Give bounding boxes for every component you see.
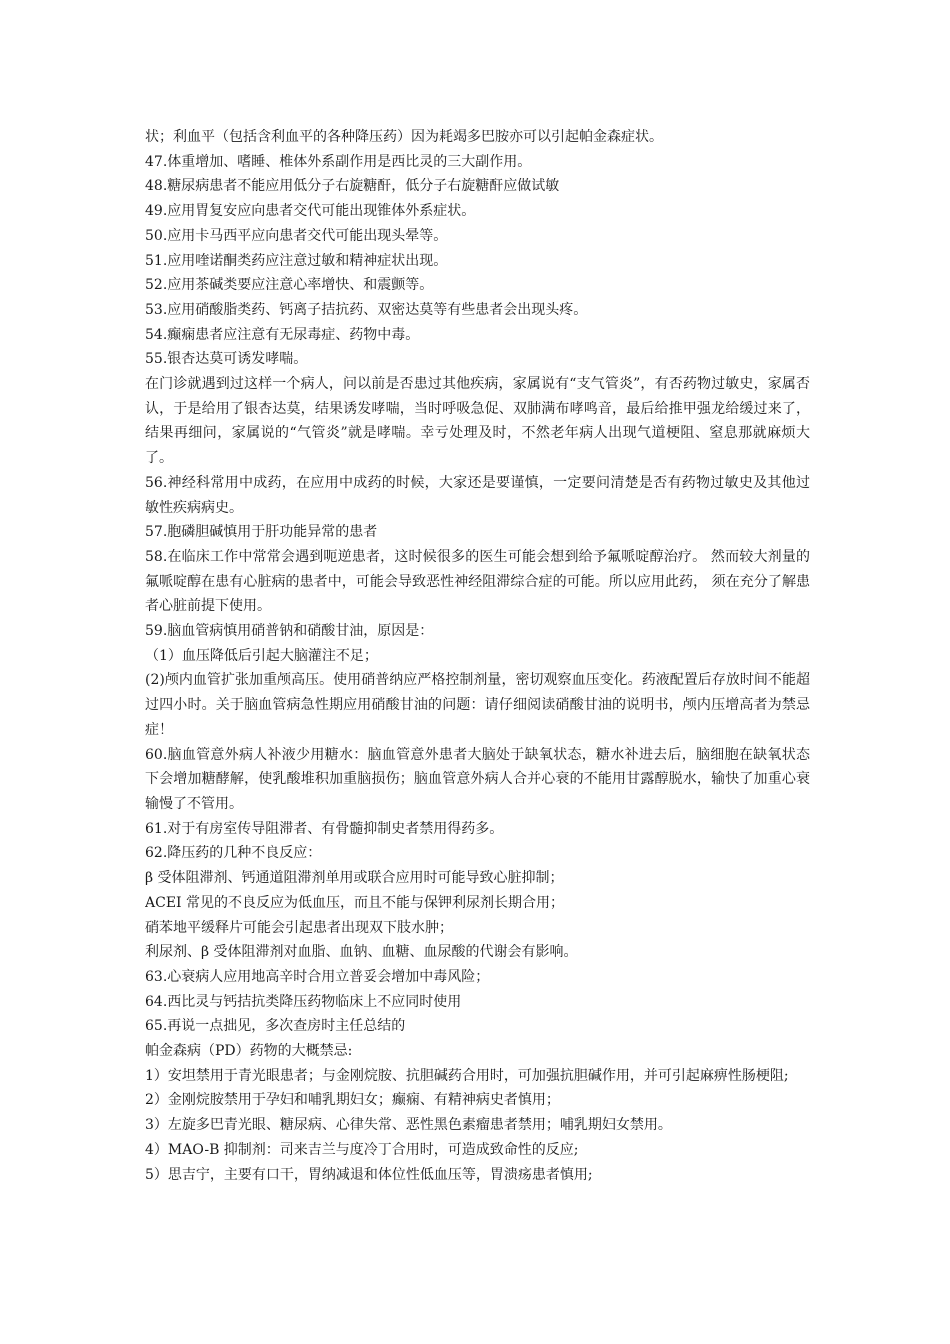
item-49: 49.应用胃复安应向患者交代可能出现锥体外系症状。	[145, 203, 476, 220]
item-60: 60.脑血管意外病人补液少用糖水：脑血管意外患者大脑处于缺氧状态，糖水补进去后，脑细胞在缺氧状态下会增加糖酵解，使乳酸堆积加重脑损伤；脑血管意外病人合并心衰的不能用甘露醇脱水，输快了加重心衰输慢了不管用。	[145, 746, 810, 812]
pd-heading: 帕金森病（PD）药物的大概禁忌:	[145, 1043, 353, 1060]
pd-item-1: 1）安坦禁用于青光眼患者；与金刚烷胺、抗胆碱药合用时，可加强抗胆碱作用，并可引起麻痹性肠梗阻;	[145, 1067, 789, 1084]
item-62: 62.降压药的几种不良反应：	[145, 845, 322, 862]
item-59-reason-1: （1）血压降低后引起大脑灌注不足；	[145, 647, 378, 664]
item-58: 58.在临床工作中常常会遇到呃逆患者，这时候很多的医生可能会想到给予氟哌啶醇治疗。 然而较大剂量的氟哌啶醇在患有心脏病的患者中，可能会导致恶性神经阻滞综合症的可能。所以应用此药， 须在充分了解患者心脏前提下使用。	[145, 548, 810, 615]
item-62-beta-blocker: β 受体阻滞剂、钙通道阻滞剂单用或联合应用时可能导致心脏抑制；	[145, 870, 564, 887]
item-62-nifedipine: 硝苯地平缓释片可能会引起患者出现双下肢水肿；	[145, 919, 453, 936]
pd-item-2: 2）金刚烷胺禁用于孕妇和哺乳期妇女；癫痫、有精神病史者慎用；	[145, 1092, 560, 1109]
pd-item-4: 4）MAO-B 抑制剂：司来吉兰与度冷丁合用时，可造成致命性的反应;	[145, 1141, 579, 1158]
item-61: 61.对于有房室传导阻滞者、有骨髓抑制史者禁用得药多。	[145, 820, 504, 837]
item-62-diuretic: 利尿剂、β 受体阻滞剂对血脂、血钠、血糖、血尿酸的代谢会有影响。	[145, 944, 578, 961]
item-55: 55.银杏达莫可诱发哮喘。	[145, 351, 308, 368]
item-51: 51.应用喹诺酮类药应注意过敏和精神症状出现。	[145, 252, 448, 269]
document-page	[145, 125, 810, 1187]
item-64: 64.西比灵与钙拮抗类降压药物临床上不应同时使用	[145, 993, 462, 1010]
item-65: 65.再说一点拙见，多次查房时主任总结的	[145, 1018, 406, 1035]
item-54: 54.癫痫患者应注意有无尿毒症、药物中毒。	[145, 326, 420, 343]
pd-item-5: 5）思吉宁，主要有口干，胃纳减退和体位性低血压等，胃溃疡患者慎用;	[145, 1166, 593, 1183]
item-57: 57.胞磷胆碱慎用于肝功能异常的患者	[145, 524, 378, 541]
item-53: 53.应用硝酸脂类药、钙离子拮抗药、双密达莫等有些患者会出现头疼。	[145, 301, 588, 318]
item-48: 48.糖尿病患者不能应用低分子右旋糖酐，低分子右旋糖酐应做试敏	[145, 178, 560, 195]
item-52: 52.应用茶碱类要应注意心率增快、和震颤等。	[145, 277, 434, 294]
text-line: 状；利血平（包括含利血平的各种降压药）因为耗竭多巴胺亦可以引起帕金森症状。	[145, 129, 663, 145]
item-63: 63.心衰病人应用地高辛时合用立普妥会增加中毒风险；	[145, 968, 490, 985]
item-50: 50.应用卡马西平应向患者交代可能出现头晕等。	[145, 227, 448, 244]
item-56: 56.神经科常用中成药，在应用中成药的时候，大家还是要谨慎，一定要问清楚是否有药物过敏史及其他过敏性疾病病史。	[145, 474, 810, 516]
item-62-acei: ACEI 常见的不良反应为低血压，而且不能与保钾利尿剂长期合用；	[145, 894, 565, 911]
pd-item-3: 3）左旋多巴青光眼、糖尿病、心律失常、恶性黑色素瘤患者禁用；哺乳期妇女禁用。	[145, 1117, 672, 1134]
item-47: 47.体重增加、嗜睡、椎体外系副作用是西比灵的三大副作用。	[145, 153, 532, 170]
item-59-reason-2: (2)颅内血管扩张加重颅高压。使用硝普纳应严格控制剂量，密切观察血压变化。药液配置后存放时间不能超过四小时。关于脑血管病急性期应用硝酸甘油的问题：请仔细阅读硝酸甘油的说明书，颅内压增高者为禁忌症！	[145, 672, 810, 738]
item-59: 59.脑血管病慎用硝普钠和硝酸甘油，原因是：	[145, 623, 434, 640]
case-paragraph: 在门诊就遇到过这样一个病人，问以前是否患过其他疾病，家属说有“支气管炎”，有否药物过敏史，家属否认，于是给用了银杏达莫，结果诱发哮喘，当时呼吸急促、双肺满布哮鸣音，最后给推甲强龙给缓过来了，结果再细问，家属说的“气管炎”就是哮喘。幸亏处理及时，不然老年病人出现气道梗阻、窒息那就麻烦大了。	[145, 376, 810, 467]
